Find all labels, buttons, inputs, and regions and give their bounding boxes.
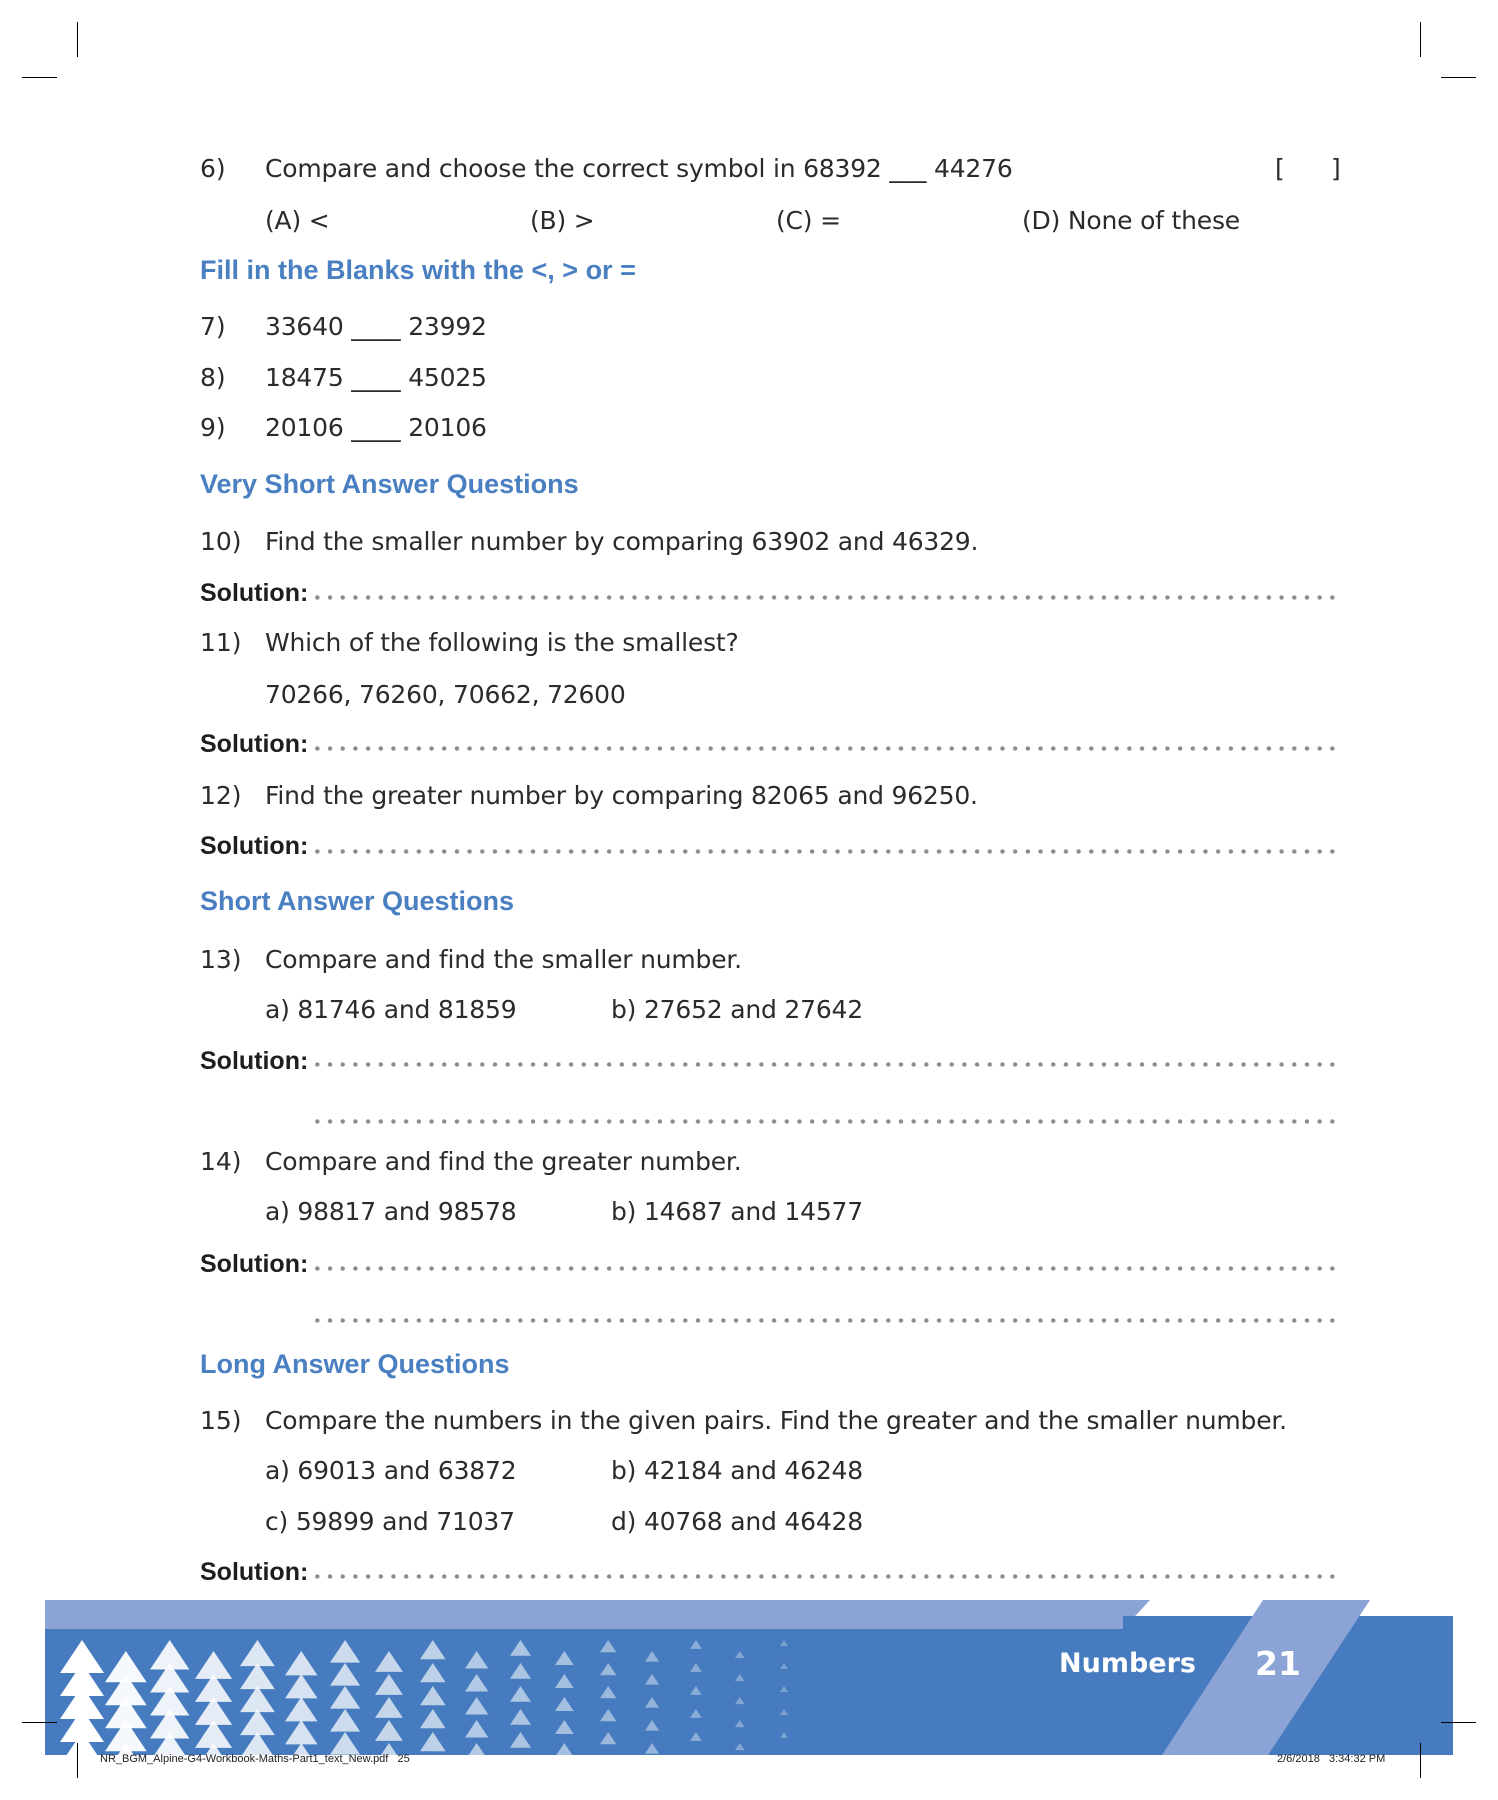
sub-question-b: b) 14687 and 14577 [611,1197,863,1226]
question-number: 11) [200,628,242,657]
solution-label: Solution: [200,1047,309,1075]
page-number: 21 [1255,1644,1301,1683]
trim-mark-bottom-right-vertical [1420,1743,1421,1778]
solution-label: Solution: [200,832,309,860]
section-heading-fill-blanks: Fill in the Blanks with the <, > or = [200,255,636,285]
timestamp: 2/6/2018 3:34:32 PM [1277,1753,1386,1765]
trim-mark-bottom-left-horizontal [22,1722,57,1723]
sub-question-b: b) 42184 and 46248 [611,1456,863,1485]
question-text: 33640 ____ 23992 [265,312,487,341]
solution-label: Solution: [200,1250,309,1278]
solution-label: Solution: [200,1558,309,1586]
sub-question-d: d) 40768 and 46428 [611,1507,863,1536]
question-text: 18475 ____ 45025 [265,363,487,392]
trim-mark-bottom-left-vertical [77,1743,78,1778]
question-text: 20106 ____ 20106 [265,413,487,442]
answer-box[interactable]: [ ] [1275,154,1341,183]
question-text: Compare and find the greater number. [265,1147,742,1176]
trim-mark-bottom-right-horizontal [1441,1722,1476,1723]
question-number: 6) [200,154,226,183]
question-number: 10) [200,527,242,556]
question-number: 13) [200,945,242,974]
sub-question-b: b) 27652 and 27642 [611,995,863,1024]
sub-question-a: a) 81746 and 81859 [265,995,517,1024]
file-label: NR_BGM_Alpine-G4-Workbook-Maths-Part1_text_New.pdf 25 [100,1753,410,1765]
solution-label: Solution: [200,579,309,607]
sub-question-a: a) 69013 and 63872 [265,1456,517,1485]
sub-question-a: a) 98817 and 98578 [265,1197,517,1226]
sub-question-c: c) 59899 and 71037 [265,1507,515,1536]
question-number: 15) [200,1406,242,1435]
option-c[interactable]: (C) = [776,206,841,235]
chapter-title: Numbers [1059,1648,1196,1679]
option-b[interactable]: (B) > [530,206,595,235]
section-heading-short: Short Answer Questions [200,886,515,916]
section-heading-very-short: Very Short Answer Questions [200,469,579,499]
section-heading-long: Long Answer Questions [200,1349,510,1379]
question-text: Compare and find the smaller number. [265,945,742,974]
question-text: Find the smaller number by comparing 63902 and 46329. [265,527,979,556]
question-text: Compare the numbers in the given pairs. Find the greater and the smaller number. [265,1406,1287,1435]
question-number: 8) [200,363,226,392]
question-text: Which of the following is the smallest? [265,628,739,657]
question-text: Compare and choose the correct symbol in 68392 ___ 44276 [265,154,1013,183]
question-number: 7) [200,312,226,341]
option-a[interactable]: (A) < [265,206,330,235]
question-text: Find the greater number by comparing 82065 and 96250. [265,781,978,810]
question-number: 14) [200,1147,242,1176]
number-list: 70266, 76260, 70662, 72600 [265,680,626,709]
question-number: 9) [200,413,226,442]
option-d[interactable]: (D) None of these [1022,206,1240,235]
question-number: 12) [200,781,242,810]
footer-light-band [45,1600,1150,1629]
solution-label: Solution: [200,730,309,758]
